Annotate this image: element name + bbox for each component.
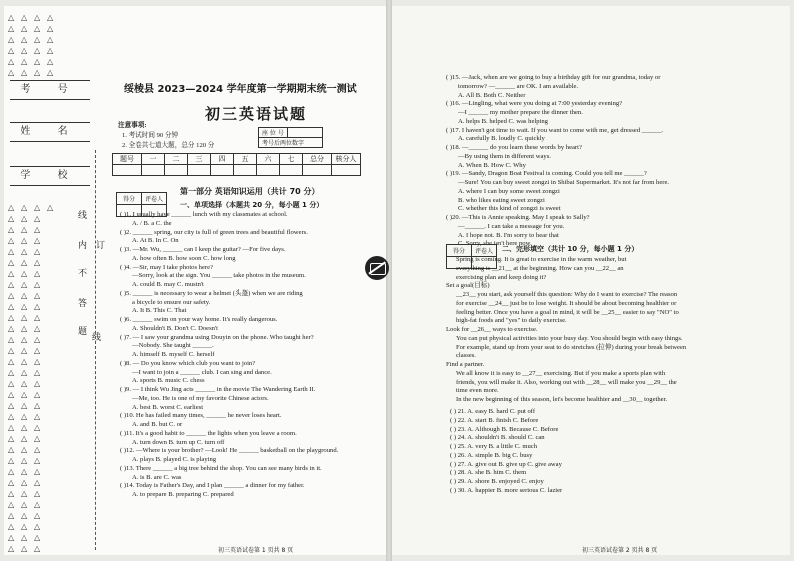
triangle-mark: △ [21, 401, 28, 410]
triangle-mark: △ [8, 357, 15, 366]
triangle-mark: △ [21, 335, 28, 344]
triangle-mark: △ [8, 57, 15, 66]
triangle-mark: △ [21, 313, 28, 322]
score-entry-cell [188, 165, 211, 176]
seat-sub-label: 考号后两位数字 [259, 138, 323, 148]
triangle-mark: △ [21, 247, 28, 256]
grader-score-label-2: 得分 [447, 245, 472, 257]
notes-item-2: 2. 全卷共七道大题，总分 120 分 [122, 142, 215, 149]
triangle-mark: △ [21, 324, 28, 333]
triangle-mark: △ [21, 368, 28, 377]
triangle-mark: △ [21, 522, 28, 531]
triangle-mark: △ [34, 423, 41, 432]
option-line: ( ) 23. A. Although B. Because C. Before [450, 425, 559, 433]
triangle-mark: △ [47, 13, 54, 22]
triangle-mark: △ [34, 24, 41, 33]
triangle-mark: △ [34, 401, 41, 410]
question-line: A. to prepare B. preparing C. prepared [132, 491, 234, 498]
question-line: A. turn down B. turn up C. turn off [132, 438, 225, 446]
triangle-mark: △ [34, 236, 41, 245]
triangle-mark: △ [34, 214, 41, 223]
triangle-mark: △ [34, 35, 41, 44]
triangle-mark: △ [21, 302, 28, 311]
score-header-cell: 五 [234, 154, 257, 165]
question-line: ( )18. —______ do you learn these words by heart? [446, 144, 582, 151]
triangle-mark: △ [34, 225, 41, 234]
score-entry-cell [280, 165, 303, 176]
triangle-mark: △ [34, 302, 41, 311]
triangle-mark: △ [21, 423, 28, 432]
triangle-mark: △ [34, 291, 41, 300]
triangle-mark: △ [34, 445, 41, 454]
triangle-mark: △ [34, 357, 41, 366]
page-fold [386, 0, 392, 561]
triangle-mark: △ [8, 258, 15, 267]
score-table [112, 153, 361, 176]
margin-char-ding: 订 [96, 241, 106, 251]
margin-char-ti: 题 [78, 327, 88, 337]
passage-line: high-fat foods and "yes" to daily exercise. [456, 317, 567, 325]
grader-reviewer-label-2: 评卷人 [472, 245, 497, 257]
triangle-mark: △ [8, 423, 15, 432]
question-line: ( )2. ______ spring, our city is full of green trees and beautiful flowers. [120, 228, 308, 236]
triangle-mark: △ [21, 291, 28, 300]
question-line: C. whether this kind of zongzi is sweet [458, 205, 561, 213]
triangle-mark: △ [21, 511, 28, 520]
triangle-mark: △ [21, 445, 28, 454]
triangle-mark: △ [34, 478, 41, 487]
option-line: ( ) 30. A. happier B. more serious C. lazier [450, 486, 563, 494]
passage-line: Look for __26__ ways to exercise. [446, 326, 538, 333]
triangle-mark: △ [21, 390, 28, 399]
triangle-mark: △ [8, 324, 15, 333]
triangle-mark: △ [47, 24, 54, 33]
triangle-mark: △ [8, 269, 15, 278]
score-entry-cell [165, 165, 188, 176]
passage-line: everything is __21__ at the beginning. How can you __22__ an [456, 264, 624, 272]
triangle-mark: △ [34, 489, 41, 498]
passage-line: exercising plan and keep doing it? [456, 273, 547, 281]
triangle-mark: △ [21, 379, 28, 388]
triangle-mark: △ [8, 478, 15, 487]
triangle-mark: △ [8, 522, 15, 531]
score-entry-cell [332, 165, 361, 176]
question-line: A. At B. In C. On [132, 237, 179, 245]
triangle-mark: △ [34, 456, 41, 465]
question-line: —Me, too. He is one of my favorite Chinese actors. [132, 394, 269, 402]
exam-header: 绥棱县 2023—2024 学年度第一学期期末统一测试 [124, 84, 357, 95]
question-line: ( )1. I usually have ______ lunch with my classmates at school. [120, 211, 288, 218]
triangle-mark: △ [8, 214, 15, 223]
passage-line: Find a partner. [446, 361, 485, 368]
triangle-mark: △ [34, 313, 41, 322]
triangle-mark: △ [8, 434, 15, 443]
triangle-mark: △ [47, 68, 54, 77]
grader-reviewer-label: 评卷人 [142, 193, 167, 205]
score-header-cell: 三 [188, 154, 211, 165]
triangle-mark: △ [21, 24, 28, 33]
question-line: ( )14. Today is Father's Day, and I plan ______ a dinner for my father. [120, 482, 305, 490]
option-line: ( ) 24. A. shouldn't B. should C. can [450, 434, 545, 442]
score-header-cell: 六 [257, 154, 280, 165]
passage-line: In the new beginning of this season, let's become healthier and __30__ together. [456, 396, 668, 403]
score-header-cell: 一 [142, 154, 165, 165]
option-line: ( ) 27. A. give out B. give up C. give away [450, 460, 562, 468]
triangle-mark: △ [8, 379, 15, 388]
question-line: ( )10. He has failed many times, ______ he never loses heart. [120, 412, 282, 420]
score-entry-cell [211, 165, 234, 176]
question-line: —Nobody. She taught ______. [132, 342, 214, 350]
triangle-mark: △ [21, 357, 28, 366]
triangle-mark: △ [8, 544, 15, 553]
triangle-mark: △ [8, 291, 15, 300]
exam-number-label: 考 号 [10, 80, 90, 100]
score-entry-cell [234, 165, 257, 176]
triangle-mark: △ [21, 467, 28, 476]
question-line: ( )5. ______ is necessary to wear a helmet (头盔) when we are riding [120, 289, 303, 297]
triangle-mark: △ [34, 522, 41, 531]
option-line: ( ) 26. A. simple B. big C. busy [450, 451, 533, 459]
seat-label: 座 位 号 [259, 128, 288, 138]
triangle-mark: △ [8, 445, 15, 454]
footer-right: 初三英语试卷第 2 页共 8 页 [582, 547, 658, 554]
notes-heading: 注意事项: [118, 122, 147, 129]
question-line: —______. I can take a message for you. [458, 222, 565, 230]
passage-line: You can put physical activities into your busy day. You should begin with easy things. [456, 334, 683, 342]
question-line: ( )15. —Jack, when are we going to buy a birthday gift for our grandma, today or [446, 74, 661, 81]
triangle-mark: △ [34, 412, 41, 421]
question-line: ( )11. It's a good habit to ______ the lights when you leave a room. [120, 429, 297, 437]
triangle-mark: △ [34, 57, 41, 66]
name-label: 姓 名 [10, 122, 90, 142]
triangle-mark: △ [8, 35, 15, 44]
triangle-mark: △ [8, 203, 15, 212]
score-header-cell: 七 [280, 154, 303, 165]
triangle-mark: △ [34, 203, 41, 212]
question-line: A. When B. How C. Why [458, 161, 526, 169]
triangle-mark: △ [8, 456, 15, 465]
passage-line: We all know it is easy to __27__ exercising. But if you make a sports plan with [456, 369, 666, 377]
passage-line: __23__ you start, ask yourself this question: Why do I want to exercise? The reason [456, 291, 678, 298]
margin-char-xian2: 线 [92, 333, 102, 343]
triangle-mark: △ [8, 247, 15, 256]
score-header-cell: 四 [211, 154, 234, 165]
question-line: ( )9. — I think Wu Jing acts ______ in the movie The Wandering Earth II. [120, 386, 316, 393]
triangle-mark: △ [8, 302, 15, 311]
question-line: A. plays B. played C. is playing [132, 456, 217, 463]
question-line: A. best B. worst C. earliest [132, 403, 204, 411]
question-line: A. I hope not. B. I'm sorry to hear that [458, 231, 559, 239]
question-line: ( )19. —Sandy, Dragon Boat Festival is coming. Could you tell me ______? [446, 170, 647, 178]
question-line: tomorrow? —______ are OK. I am available. [458, 82, 579, 90]
passage-line: feeling better. Once you have a goal in mind, it will be __25__ easier to say "NO" to [456, 308, 679, 316]
question-line: ( )17. I haven't got time to wait. If you want to come with me, get dressed ______. [446, 126, 664, 134]
question-line: ( )20. —This is Annie speaking. May I speak to Sally? [446, 214, 590, 221]
triangle-mark: △ [47, 57, 54, 66]
margin-char-xian: 线 [78, 211, 88, 221]
triangle-mark: △ [21, 214, 28, 223]
question-line: A. where I can buy some sweet zongzi [458, 187, 560, 195]
triangle-mark: △ [21, 236, 28, 245]
triangle-mark: △ [47, 203, 54, 212]
question-line: A. helps B. helped C. was helping [458, 117, 548, 125]
triangle-mark: △ [34, 324, 41, 333]
school-label: 学 校 [10, 166, 90, 186]
question-line: ( )13. There ______ a big tree behind the shop. You can see many birds in it. [120, 464, 322, 472]
triangle-mark: △ [34, 511, 41, 520]
triangle-mark: △ [8, 533, 15, 542]
footer-left: 初三英语试卷第 1 页共 8 页 [218, 547, 294, 554]
triangle-mark: △ [21, 456, 28, 465]
triangle-mark: △ [21, 478, 28, 487]
triangle-mark: △ [8, 313, 15, 322]
triangle-mark: △ [21, 434, 28, 443]
triangle-mark: △ [34, 390, 41, 399]
triangle-mark: △ [34, 434, 41, 443]
passage-line: Set a goal(目标) [446, 282, 490, 290]
question-line: A. is B. are C. was [132, 473, 182, 481]
question-line: ( )6. ______ swim on your way home. It's really dangerous. [120, 316, 278, 323]
triangle-mark: △ [21, 258, 28, 267]
binding-dashed-line [95, 150, 96, 550]
triangle-mark: △ [8, 280, 15, 289]
grader-score-label: 得分 [117, 193, 142, 205]
triangle-mark: △ [8, 68, 15, 77]
question-line: A. himself B. myself C. herself [132, 351, 215, 358]
triangle-mark: △ [8, 467, 15, 476]
triangle-mark: △ [34, 544, 41, 553]
question-line: A. It B. This C. That [132, 307, 187, 315]
question-line: ( )3. —Mr. Wu, ______ can I keep the guitar? —For five days. [120, 246, 286, 253]
section1-heading: 一、单项选择（本题共 20 分，每小题 1 分） [180, 201, 324, 209]
question-line: —Sure! You can buy sweet zongzi in Shibai Supermarket. It's not far from here. [458, 179, 670, 186]
score-header-cell: 核分人 [332, 154, 361, 165]
question-line: a bicycle to ensure our safety. [132, 298, 211, 306]
question-line: ( )8. — Do you know which club you want to join? [120, 359, 256, 367]
triangle-mark: △ [34, 346, 41, 355]
triangle-mark: △ [8, 335, 15, 344]
triangle-mark: △ [8, 13, 15, 22]
triangle-mark: △ [8, 24, 15, 33]
triangle-mark: △ [8, 225, 15, 234]
question-line: A. and B. but C. or [132, 421, 183, 428]
question-line: —I want to join a ______ club. I can sing and dance. [132, 368, 272, 376]
section2-heading: 二、完形填空（共计 10 分，每小题 1 分） [502, 245, 639, 253]
no-photo-stamp-icon [365, 256, 389, 280]
triangle-mark: △ [34, 68, 41, 77]
seat-number-box [258, 127, 323, 148]
question-line: A. / B. a C. the [132, 219, 172, 227]
triangle-mark: △ [21, 500, 28, 509]
option-line: ( ) 25. A. very B. a little C. much [450, 443, 537, 450]
triangle-mark: △ [34, 467, 41, 476]
triangle-mark: △ [8, 236, 15, 245]
question-line: —I ______ my mother prepare the dinner then. [458, 109, 583, 116]
exam-title: 初三英语试题 [205, 105, 308, 123]
option-line: ( ) 21. A. easy B. hard C. put off [450, 408, 536, 415]
score-entry-cell [113, 165, 142, 176]
triangle-mark: △ [47, 46, 54, 55]
triangle-mark: △ [21, 225, 28, 234]
triangle-mark: △ [34, 13, 41, 22]
triangle-mark: △ [34, 335, 41, 344]
triangle-mark: △ [8, 412, 15, 421]
question-line: ( )16. —Lingling, what were you doing at 7:00 yesterday evening? [446, 100, 623, 108]
question-line: ( )12. —Where is your brother? —Look! He ______ basketball on the playground. [120, 447, 339, 455]
question-line: ( )7. — I saw your grandma using Douyin on the phone. Who taught her? [120, 333, 314, 341]
question-line: A. Shouldn't B. Don't C. Doesn't [132, 324, 218, 332]
triangle-mark: △ [21, 57, 28, 66]
margin-char-nei: 内 [78, 241, 88, 251]
triangle-mark: △ [8, 368, 15, 377]
passage-line: time even more. [456, 387, 499, 395]
score-entry-cell [257, 165, 280, 176]
triangle-mark: △ [21, 46, 28, 55]
question-line: A. how often B. how soon C. how long [132, 254, 236, 262]
triangle-mark: △ [34, 269, 41, 278]
question-line: B. who likes eating sweet zongzi [458, 196, 545, 204]
score-entry-cell [142, 165, 165, 176]
option-line: ( ) 29. A. shore B. enjoyed C. enjoy [450, 478, 544, 485]
margin-char-bu: 不 [78, 269, 88, 279]
passage-line: For example, stand up from your seat to do stretches (拉伸) during your break between [456, 343, 687, 351]
question-line: A. sports B. music C. chess [132, 377, 205, 385]
question-line: A. All B. Both C. Neither [458, 91, 526, 99]
triangle-mark: △ [8, 346, 15, 355]
triangle-mark: △ [21, 412, 28, 421]
question-line: A. could B. may C. mustn't [132, 281, 204, 288]
triangle-mark: △ [21, 269, 28, 278]
triangle-mark: △ [21, 544, 28, 553]
triangle-mark: △ [21, 280, 28, 289]
passage-line: friends, you will make it. Also, working out with __28__ will make you __29__ the [456, 378, 677, 386]
triangle-mark: △ [8, 390, 15, 399]
triangle-mark: △ [21, 68, 28, 77]
triangle-mark: △ [34, 379, 41, 388]
passage-line: classes. [456, 352, 476, 360]
question-line: A. carefully B. loudly C. quickly [458, 135, 545, 143]
triangle-mark: △ [47, 35, 54, 44]
question-line: —By using them in different ways. [458, 152, 551, 160]
triangle-mark: △ [8, 511, 15, 520]
triangle-mark: △ [21, 533, 28, 542]
triangle-mark: △ [34, 258, 41, 267]
option-line: ( ) 22. A. start B. finish C. Before [450, 416, 539, 424]
triangle-mark: △ [34, 368, 41, 377]
notes-item-1: 1. 考试时间 90 分钟 [122, 132, 179, 139]
question-line: ( )4. —Sir, may I take photos here? [120, 263, 213, 271]
triangle-mark: △ [21, 203, 28, 212]
triangle-mark: △ [34, 533, 41, 542]
triangle-mark: △ [8, 46, 15, 55]
passage-line: Spring is coming. It is great to exercise in the warm weather, but [456, 256, 627, 263]
triangle-mark: △ [34, 280, 41, 289]
score-header-cell: 总分 [303, 154, 332, 165]
score-entry-cell [303, 165, 332, 176]
passage-line: for exercise __24__ just be to lose weight. It should be about becoming healthier or [456, 299, 677, 307]
triangle-mark: △ [34, 46, 41, 55]
triangle-mark: △ [34, 500, 41, 509]
triangle-mark: △ [8, 500, 15, 509]
triangle-mark: △ [21, 489, 28, 498]
triangle-mark: △ [8, 401, 15, 410]
score-header-cell: 题号 [113, 154, 142, 165]
triangle-mark: △ [34, 247, 41, 256]
question-line: —Sorry, look at the sign. You ______ take photos in the museum. [132, 272, 306, 280]
part1-heading: 第一部分 英语知识运用（共计 70 分） [180, 187, 320, 196]
question-line: C. Sorry, she isn't here now. [458, 240, 532, 248]
margin-char-da: 答 [78, 299, 88, 309]
triangle-mark: △ [21, 13, 28, 22]
triangle-mark: △ [21, 35, 28, 44]
score-header-cell: 二 [165, 154, 188, 165]
triangle-mark: △ [21, 346, 28, 355]
option-line: ( ) 28. A. she B. him C. them [450, 469, 527, 477]
triangle-mark: △ [8, 489, 15, 498]
